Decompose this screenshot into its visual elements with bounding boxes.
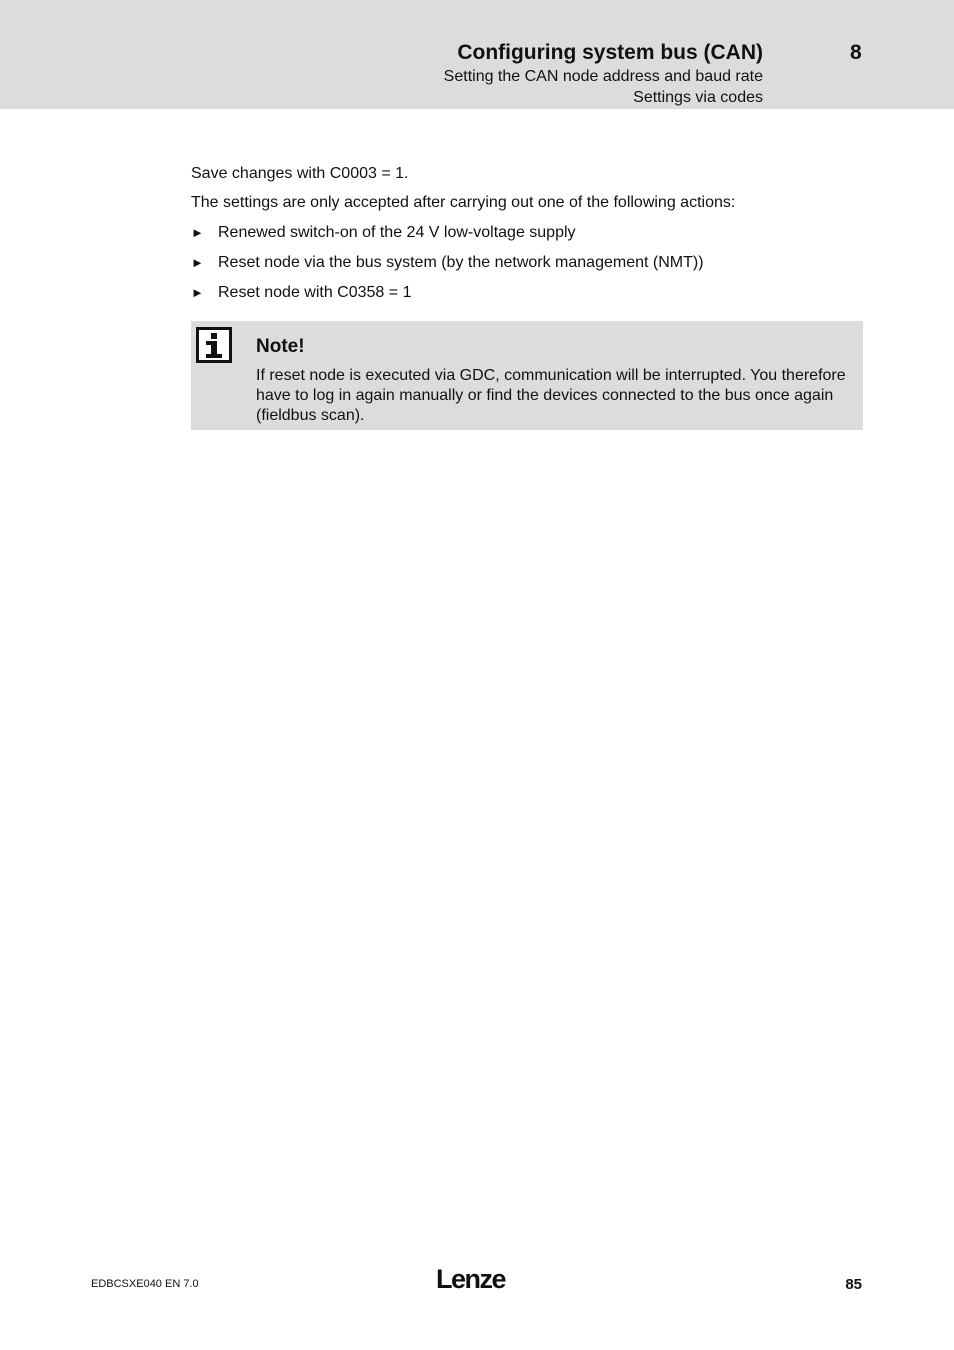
note-text: If reset node is executed via GDC, communication will be interrupted. You therefore have to log in again manually or find the devices connected to the bus once again (fieldbus scan). bbox=[256, 367, 846, 424]
paragraph-save-changes: Save changes with C0003 = 1. bbox=[191, 165, 409, 182]
paragraph-settings-accepted: The settings are only accepted after carrying out one of the following actions: bbox=[191, 194, 736, 211]
list-item bbox=[191, 222, 863, 252]
list-item bbox=[191, 282, 863, 312]
bullet-arrow-icon: ► bbox=[191, 255, 204, 270]
list-item bbox=[191, 252, 863, 282]
list-item-text: Renewed switch-on of the 24 V low-voltage supply bbox=[218, 224, 576, 241]
bullet-arrow-icon: ► bbox=[191, 285, 204, 300]
section-title: Setting the CAN node address and baud rate bbox=[443, 68, 763, 85]
subsection-title: Settings via codes bbox=[633, 89, 763, 106]
note-title: Note! bbox=[256, 336, 305, 357]
note-box bbox=[191, 321, 863, 430]
list-item-text: Reset node with C0358 = 1 bbox=[218, 284, 412, 301]
lenze-logo: Lenze bbox=[436, 1264, 506, 1294]
action-list bbox=[191, 222, 863, 312]
list-item-text: Reset node via the bus system (by the network management (NMT)) bbox=[218, 254, 704, 271]
chapter-number: 8 bbox=[850, 41, 862, 64]
chapter-title: Configuring system bus (CAN) bbox=[457, 41, 763, 64]
document-id: EDBCSXE040 EN 7.0 bbox=[91, 1278, 199, 1290]
page-number: 85 bbox=[845, 1276, 862, 1293]
main-content bbox=[191, 163, 863, 312]
info-icon bbox=[196, 327, 232, 363]
bullet-arrow-icon: ► bbox=[191, 225, 204, 240]
